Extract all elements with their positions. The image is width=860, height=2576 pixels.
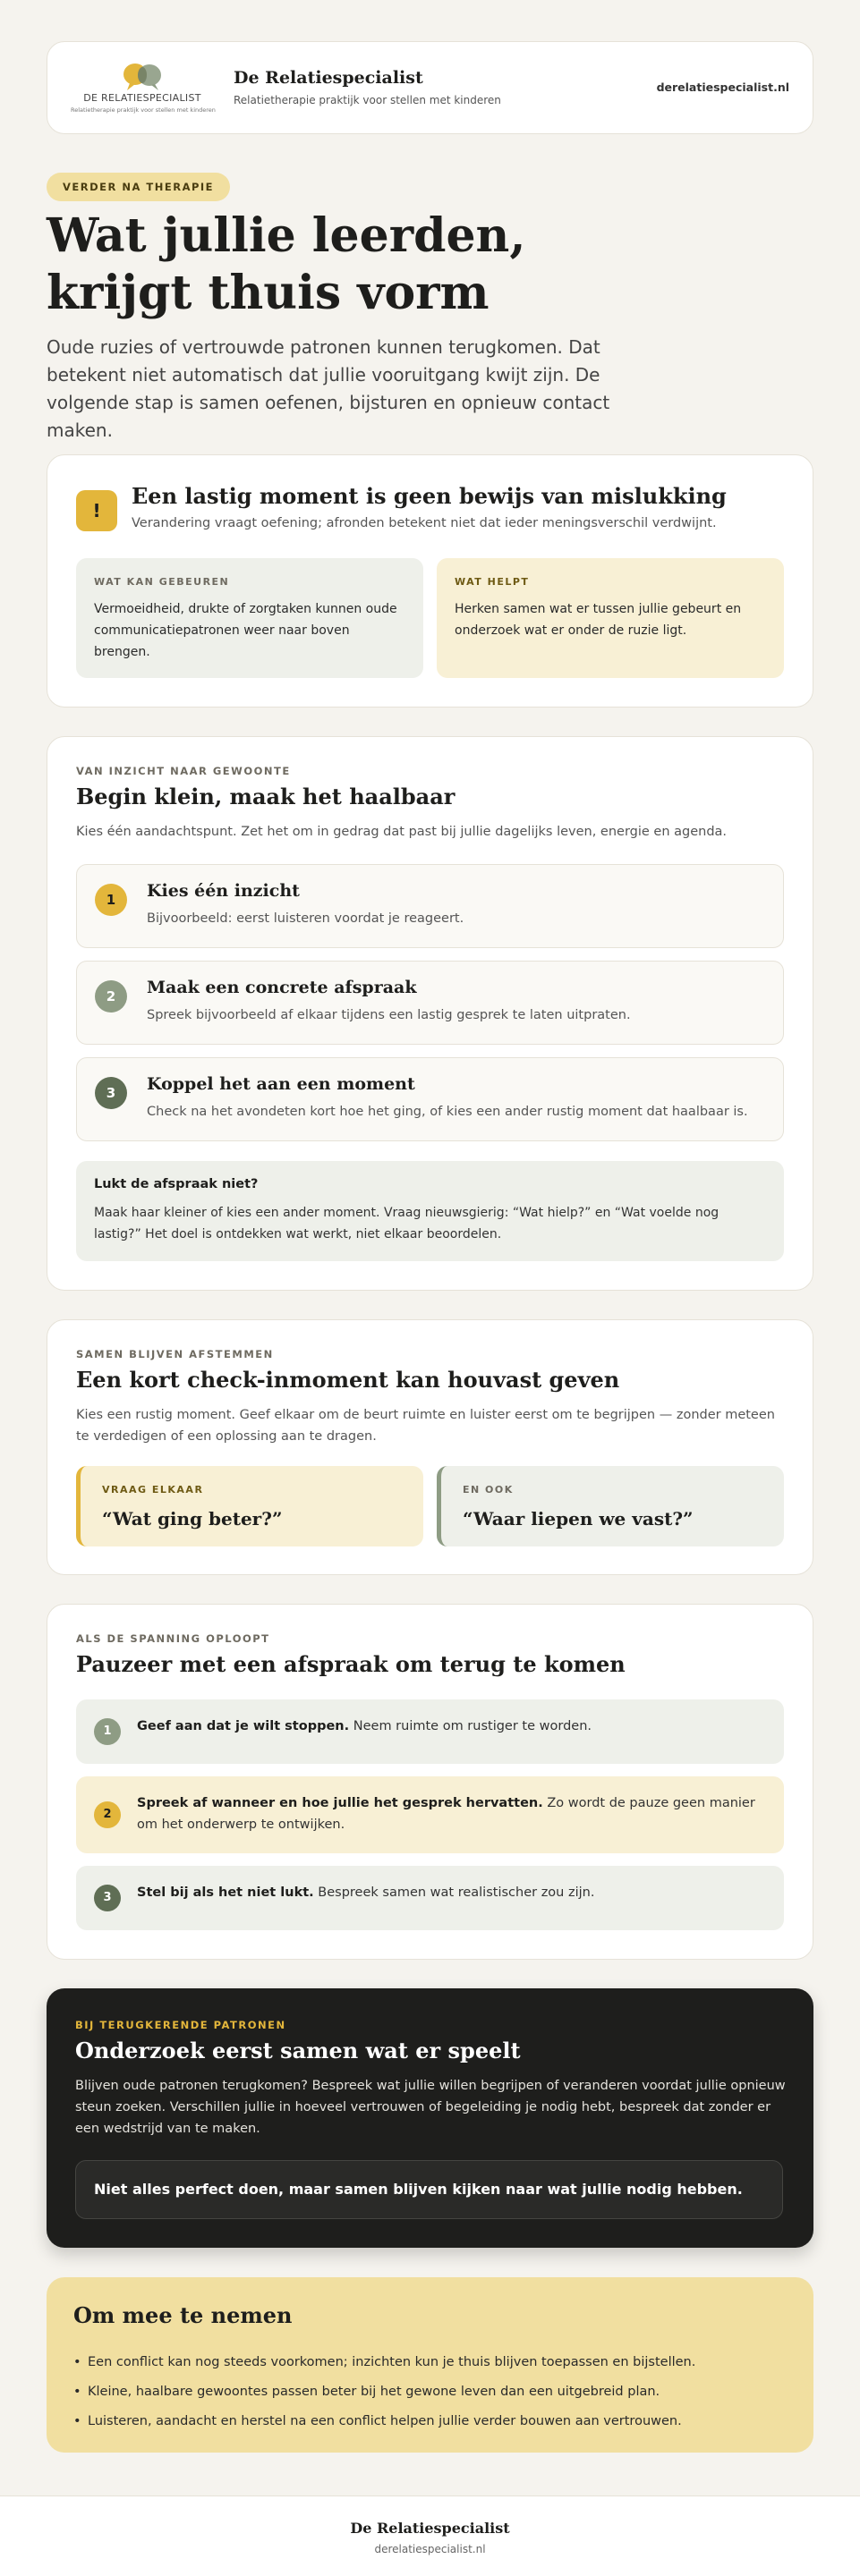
footer-brand: De Relatiespecialist [350, 2520, 510, 2537]
step-bold: Stel bij als het niet lukt. [137, 1885, 314, 1900]
box-label: WAT KAN GEBEUREN [94, 576, 230, 588]
step-rest: Bespreek samen wat realistischer zou zijn. [313, 1885, 595, 1900]
step-bold: Spreek af wanneer en hoe jullie het gesprek hervatten. [137, 1796, 543, 1810]
site-header [47, 41, 813, 134]
section-eyebrow: ALS DE SPANNING OPLOOPT [76, 1632, 270, 1645]
section-text: Blijven oude patronen terugkomen? Bespreek wat jullie willen begrijpen of veranderen voordat jullie opnieuw steun zoeken. Verschillen jullie in hoeveel vertrouwen of begeleiding je nodig hebt, bespreek dat zonder er een wedstrijd van te maken. [75, 2079, 786, 2136]
step-number: 1 [95, 884, 127, 916]
pause-step [76, 1866, 784, 1930]
step-number: 1 [94, 1718, 121, 1745]
section-subtitle: Kies een rustig moment. Geef elkaar om de beurt ruimte en luister eerst om te begrijpen — zonder meteen te verdedigen of een oplossing aan te dragen. [76, 1408, 775, 1444]
box-text: Vermoeidheid, drukte of zorgtaken kunnen oude communicatiepatronen weer naar boven brengen. [94, 602, 397, 659]
pause-step [76, 1699, 784, 1764]
speech-bubbles-icon [71, 62, 214, 92]
step-text [137, 1716, 763, 1737]
box-text: Herken samen wat er tussen jullie gebeurt en onderzoek wat er onder de ruzie ligt. [455, 602, 742, 638]
question-box [437, 1466, 784, 1546]
step-item [76, 864, 784, 948]
step-text: Bijvoorbeeld: eerst luisteren voordat je reageert. [147, 911, 464, 926]
box-label: WAT HELPT [455, 576, 530, 588]
section-eyebrow: VAN INZICHT NAAR GEWOONTE [76, 765, 291, 777]
step-text [137, 1882, 763, 1903]
what-helps-box [437, 558, 784, 678]
step-bold: Geef aan dat je wilt stoppen. [137, 1719, 350, 1733]
step-number: 2 [95, 980, 127, 1013]
exclamation-icon: ! [76, 490, 117, 531]
section-eyebrow: SAMEN BLIJVEN AFSTEMMEN [76, 1348, 274, 1360]
step-text: Check na het avondeten kort hoe het ging, of kies een ander rustig moment dat haalbaar is. [147, 1105, 748, 1119]
brand-subtitle: Relatietherapie praktijk voor stellen met kinderen [234, 94, 501, 106]
page-title: Wat jullie leerden, krijgt thuis vorm [47, 208, 526, 320]
step-item [76, 961, 784, 1045]
section-title: Pauzeer met een afspraak om terug te komen [76, 1651, 626, 1677]
pause-card [47, 1604, 813, 1960]
step-title: Kies één inzicht [147, 881, 300, 901]
question-box [76, 1466, 423, 1546]
step-rest: Zo wordt de pauze geen manier om het onderwerp te ontwijken. [137, 1796, 755, 1832]
notice-subtitle: Verandering vraagt oefening; afronden betekent niet dat ieder meningsverschil verdwijnt. [132, 516, 717, 530]
what-can-happen-box [76, 558, 423, 678]
section-title: Een kort check-inmoment kan houvast geven [76, 1367, 620, 1393]
habits-card [47, 736, 813, 1291]
list-item: • Een conflict kan nog steeds voorkomen; inzichten kun je thuis blijven toepassen en bijstellen. [73, 2348, 695, 2377]
list-item: • Kleine, haalbare gewoontes passen beter bij het gewone leven dan een uitgebreid plan. [73, 2377, 695, 2407]
question-text: “Waar liepen we vast?” [463, 1508, 694, 1530]
footer-domain-link[interactable]: derelatiespecialist.nl [374, 2543, 486, 2555]
tip-title: Lukt de afspraak niet? [94, 1177, 259, 1191]
step-number: 3 [94, 1885, 121, 1911]
step-title: Koppel het aan een moment [147, 1074, 415, 1094]
takeaways-card [47, 2277, 813, 2453]
tip-box [76, 1161, 784, 1261]
list-item: • Luisteren, aandacht en herstel na een conflict helpen jullie verder bouwen aan vertrouwen. [73, 2407, 695, 2436]
brand-logo[interactable] [71, 62, 214, 115]
section-subtitle: Kies één aandachtspunt. Zet het om in gedrag dat past bij jullie dagelijks leven, energie en agenda. [76, 825, 728, 839]
step-number: 3 [95, 1077, 127, 1109]
question-label: EN OOK [463, 1484, 514, 1496]
domain-link[interactable]: derelatiespecialist.nl [656, 80, 789, 94]
checkin-card [47, 1319, 813, 1575]
notice-title: Een lastig moment is geen bewijs van mislukking [132, 483, 727, 509]
step-title: Maak een concrete afspraak [147, 978, 417, 997]
hero-eyebrow-badge: VERDER NA THERAPIE [47, 173, 230, 201]
question-text: “Wat ging beter?” [102, 1508, 283, 1530]
step-text [137, 1792, 763, 1835]
question-label: VRAAG ELKAAR [102, 1484, 204, 1496]
section-eyebrow: BIJ TERUGKERENDE PATRONEN [75, 2019, 286, 2031]
section-title: Begin klein, maak het haalbaar [76, 784, 456, 809]
step-number: 2 [94, 1801, 121, 1828]
logo-tagline: Relatietherapie praktijk voor stellen met kinderen [71, 106, 216, 114]
highlight-quote: Niet alles perfect doen, maar samen blijven kijken naar wat jullie nodig hebben. [75, 2160, 783, 2219]
patterns-card [47, 1988, 813, 2248]
section-title: Onderzoek eerst samen wat er speelt [75, 2038, 521, 2063]
step-item [76, 1057, 784, 1141]
notice-card [47, 454, 813, 708]
logo-wordmark: DE RELATIESPECIALIST [83, 92, 201, 104]
hero-intro: Oude ruzies of vertrouwde patronen kunnen terugkomen. Dat betekent niet automatisch dat jullie vooruitgang kwijt zijn. De volgende stap is samen oefenen, bijsturen en opnieuw contact maken. [47, 336, 610, 441]
brand-name[interactable]: De Relatiespecialist [234, 68, 423, 88]
tip-text: Maak haar kleiner of kies een ander moment. Vraag nieuwsgierig: “Wat hielp?” en “Wat voelde nog lastig?” Het doel is ontdekken wat werkt, niet elkaar beoordelen. [94, 1206, 720, 1241]
step-text: Spreek bijvoorbeeld af elkaar tijdens een lastig gesprek te laten uitpraten. [147, 1008, 631, 1022]
pause-step [76, 1776, 784, 1853]
takeaways-list [73, 2348, 695, 2436]
step-rest: Neem ruimte om rustiger te worden. [349, 1719, 592, 1733]
site-footer [0, 2496, 860, 2576]
takeaways-title: Om mee te nemen [73, 2302, 293, 2328]
